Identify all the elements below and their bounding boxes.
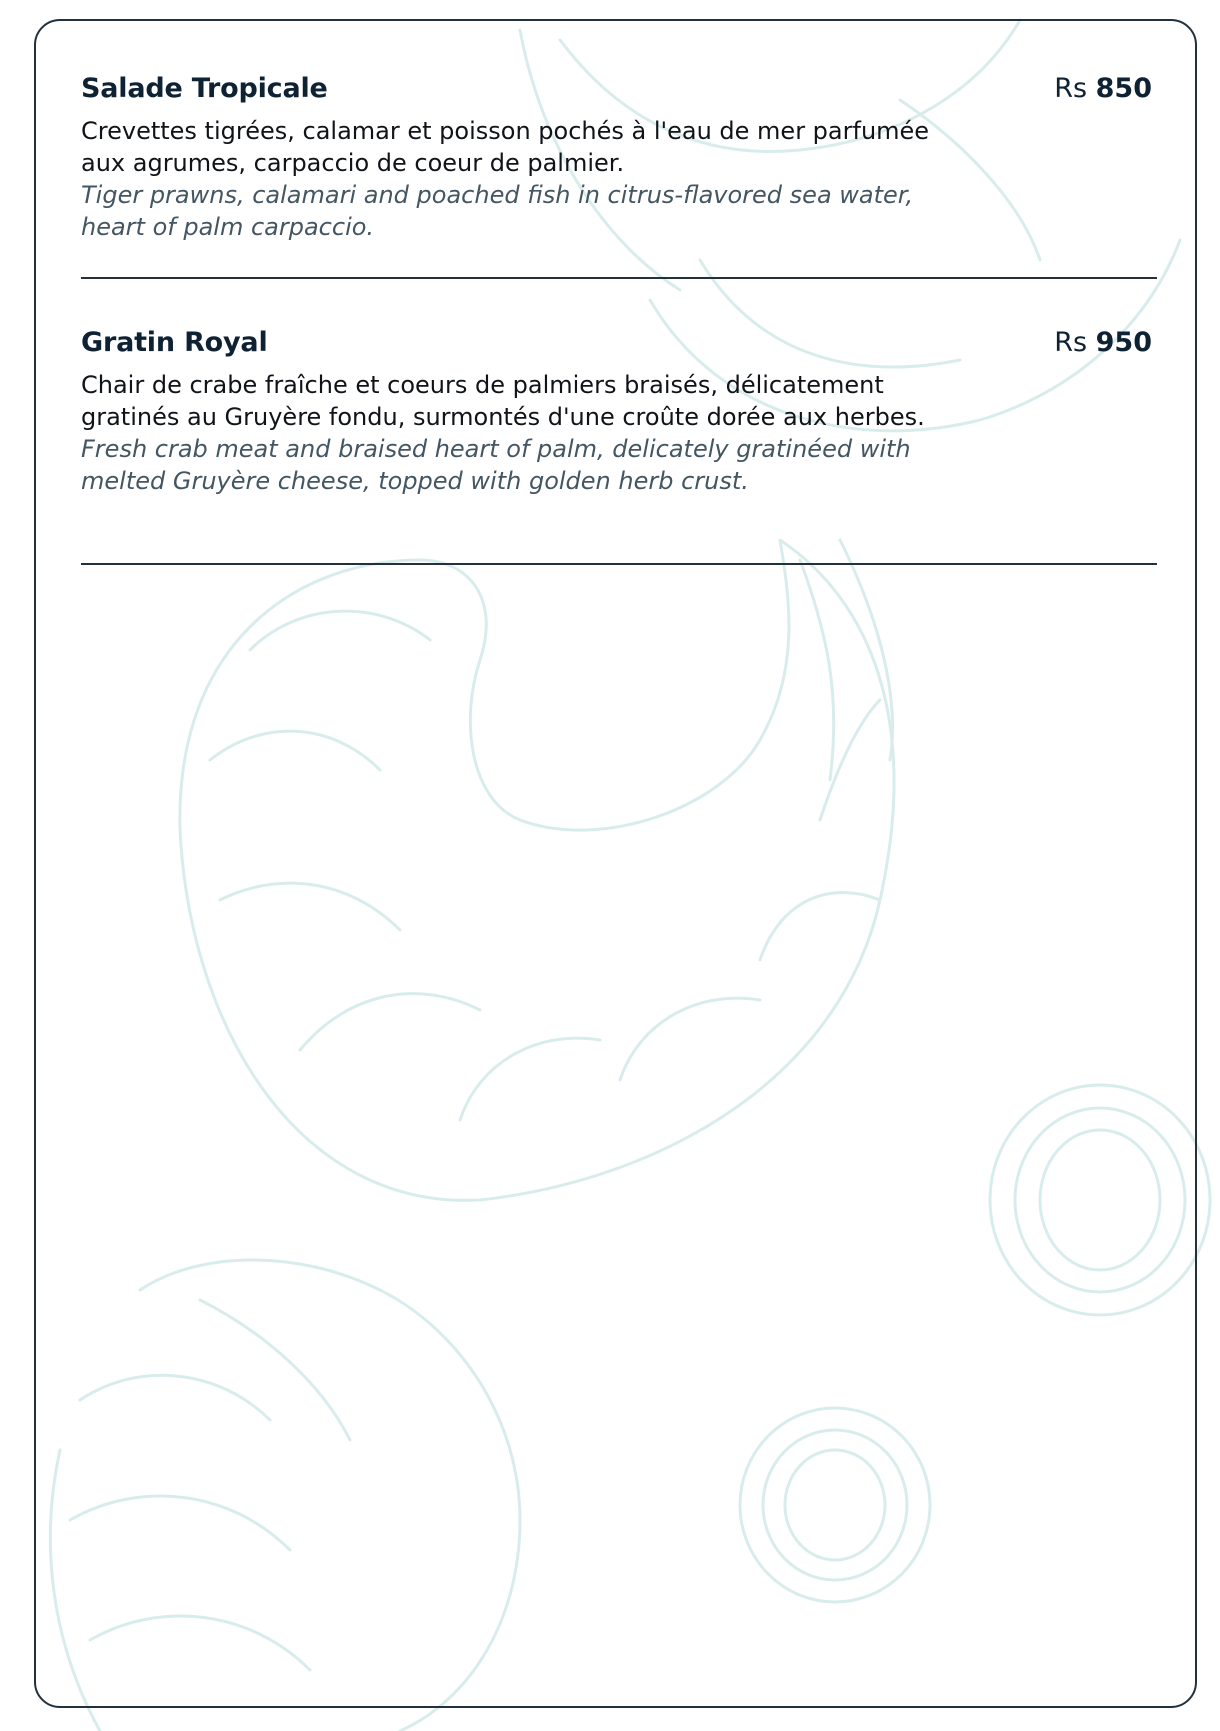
price-currency: Rs <box>1054 73 1088 104</box>
price-value: 850 <box>1095 73 1152 104</box>
menu-item-description-fr: Chair de crabe fraîche et coeurs de palmiers braisés, délicatement gratinés au Gruyère fondu, surmontés d'une croûte dorée aux herbes. <box>81 371 925 431</box>
item-divider <box>81 563 1157 565</box>
menu-item-description-en: Fresh crab meat and braised heart of palm, delicately gratinéed with melted Gruyère cheese, topped with golden herb crust. <box>81 435 911 495</box>
menu-item-name: Gratin Royal <box>81 327 268 358</box>
menu-item-price <box>1054 67 1152 111</box>
menu-item-description-fr: Crevettes tigrées, calamar et poisson pochés à l'eau de mer parfumée aux agrumes, carpaccio de coeur de palmier. <box>81 117 930 177</box>
price-currency: Rs <box>1054 327 1088 358</box>
menu-card <box>34 19 1197 1708</box>
menu-item <box>81 321 1157 497</box>
menu-item-header <box>81 321 1157 365</box>
menu-item-name: Salade Tropicale <box>81 73 328 104</box>
menu-item-description-en: Tiger prawns, calamari and poached fish in citrus-flavored sea water, heart of palm carpaccio. <box>81 181 914 241</box>
menu-item-header <box>81 67 1157 111</box>
menu-item-price <box>1054 321 1152 365</box>
item-divider <box>81 277 1157 279</box>
price-value: 950 <box>1095 327 1152 358</box>
menu-item <box>81 67 1157 243</box>
